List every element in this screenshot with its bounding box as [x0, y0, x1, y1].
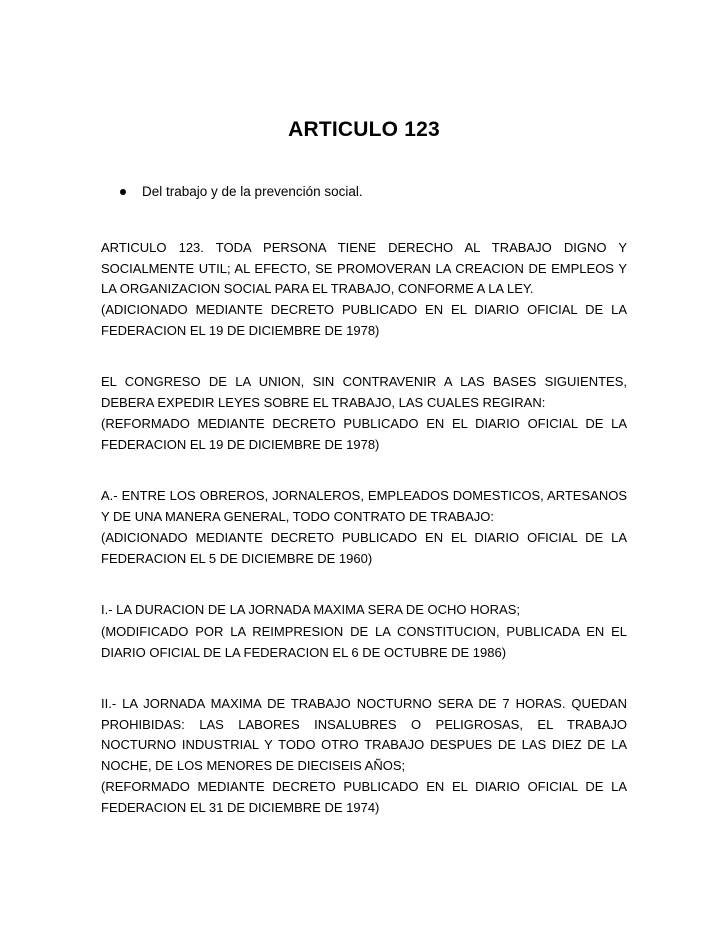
- paragraph-section-a: A.- ENTRE LOS OBREROS, JORNALEROS, EMPLEADOS DOMESTICOS, ARTESANOS Y DE UNA MANERA GENERAL, TODO CONTRATO DE TRABAJO:: [101, 488, 627, 524]
- page-title: ARTICULO 123: [288, 118, 440, 141]
- paragraph-congress: EL CONGRESO DE LA UNION, SIN CONTRAVENIR A LAS BASES SIGUIENTES, DEBERA EXPEDIR LEYES SOBRE EL TRABAJO, LAS CUALES REGIRAN:: [101, 374, 627, 410]
- paragraph-fraction-i: I.- LA DURACION DE LA JORNADA MAXIMA SERA DE OCHO HORAS;: [101, 602, 520, 617]
- bullet-icon: [120, 189, 126, 195]
- paragraph-note: (ADICIONADO MEDIANTE DECRETO PUBLICADO EN EL DIARIO OFICIAL DE LA FEDERACION EL 5 DE DICIEMBRE DE 1960): [101, 530, 627, 566]
- paragraph-article-text: ARTICULO 123. TODA PERSONA TIENE DERECHO AL TRABAJO DIGNO Y SOCIALMENTE UTIL; AL EFECTO, SE PROMOVERAN LA CREACION DE EMPLEOS Y LA ORGANIZACION SOCIAL PARA EL TRABAJO, CONFORME A LA LEY.: [101, 240, 627, 296]
- paragraph-note: (MODIFICADO POR LA REIMPRESION DE LA CONSTITUCION, PUBLICADA EN EL DIARIO OFICIAL DE LA FEDERACION EL 6 DE OCTUBRE DE 1986): [101, 624, 627, 660]
- bullet-text: Del trabajo y de la prevención social.: [142, 184, 363, 199]
- paragraph-note: (REFORMADO MEDIANTE DECRETO PUBLICADO EN EL DIARIO OFICIAL DE LA FEDERACION EL 31 DE DICIEMBRE DE 1974): [101, 779, 627, 815]
- paragraph-fraction-ii: II.- LA JORNADA MAXIMA DE TRABAJO NOCTURNO SERA DE 7 HORAS. QUEDAN PROHIBIDAS: LAS LABORES INSALUBRES O PELIGROSAS, EL TRABAJO NOCTURNO INDUSTRIAL Y TODO OTRO TRABAJO DESPUES DE LAS DIEZ DE LA NOCHE, DE LOS MENORES DE DIECISEIS AÑOS;: [101, 696, 627, 773]
- paragraph-note: (REFORMADO MEDIANTE DECRETO PUBLICADO EN EL DIARIO OFICIAL DE LA FEDERACION EL 19 DE DICIEMBRE DE 1978): [101, 416, 627, 452]
- paragraph-note: (ADICIONADO MEDIANTE DECRETO PUBLICADO EN EL DIARIO OFICIAL DE LA FEDERACION EL 19 DE DICIEMBRE DE 1978): [101, 302, 627, 338]
- bullet-item: [120, 184, 363, 199]
